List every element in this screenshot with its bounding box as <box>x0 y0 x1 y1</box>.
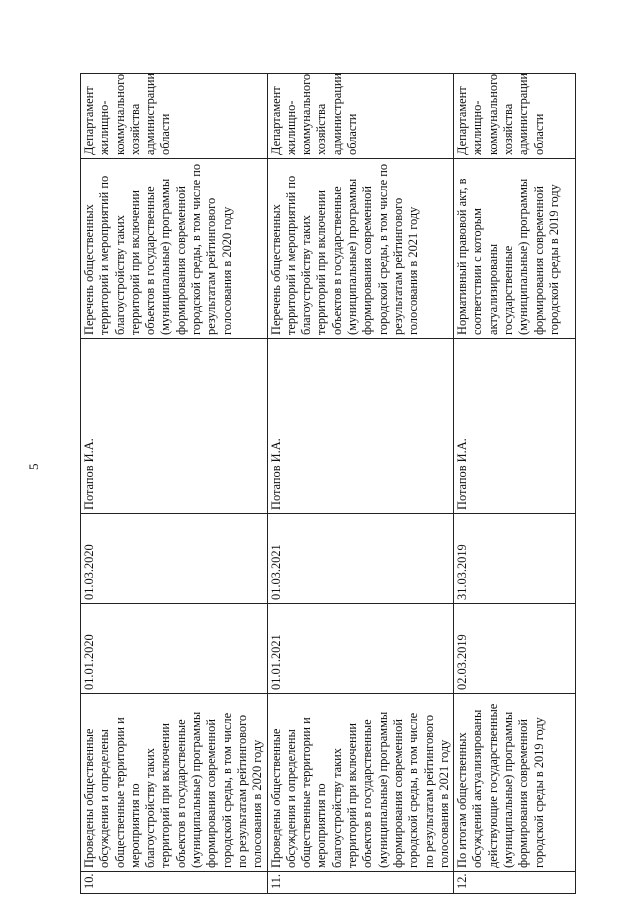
result-document: Нормативный правовой акт, в соответствии с которым актуализированы государственные (муниципальные) программы формирования современной городской среды в 2019 году <box>454 159 576 339</box>
event-description: По итогам общественных обсуждений актуализированы действующие государственные (муниципальные) программы формирования современной городской среды в 2019 году <box>454 694 576 872</box>
end-date: 31.03.2019 <box>454 514 576 604</box>
start-date: 01.01.2020 <box>81 604 268 694</box>
department: Департамент жилищно-коммунального хозяйства администрации области <box>267 74 454 159</box>
table-row <box>454 74 576 894</box>
responsible-person: Потапов И.А. <box>81 339 268 514</box>
events-table <box>80 73 576 894</box>
row-number: 11. <box>267 872 454 894</box>
end-date: 01.03.2020 <box>81 514 268 604</box>
department: Департамент жилищно-коммунального хозяйства администрации области <box>454 74 576 159</box>
start-date: 02.03.2019 <box>454 604 576 694</box>
table-row <box>81 74 268 894</box>
end-date: 01.03.2021 <box>267 514 454 604</box>
row-number: 10. <box>81 872 268 894</box>
start-date: 01.01.2021 <box>267 604 454 694</box>
result-document: Перечень общественных территорий и мероприятий по благоустройству таких территорий при включении объектов в государственные (муниципальные) программы формирования современной городской среды, в том числе по результатам рейтингового голосования в 2021 году <box>267 159 454 339</box>
rotated-table-container <box>80 72 561 894</box>
row-number: 12. <box>454 872 576 894</box>
event-description: Проведены общественные обсуждения и определены общественные территории и мероприятия по благоустройству таких территорий при включении объектов в государственные (муниципальные) программы формирования современной городской среды, в том числе по результатам рейтингового голосования в 2021 году <box>267 694 454 872</box>
table-row <box>267 74 454 894</box>
event-description: Проведены общественные обсуждения и определены общественные территории и мероприятия по благоустройству таких территорий при включении объектов в государственные (муниципальные) программы формирования современной городской среды, в том числе по результатам рейтингового голосования в 2020 году <box>81 694 268 872</box>
responsible-person: Потапов И.А. <box>454 339 576 514</box>
page-number: 5 <box>26 463 41 470</box>
result-document: Перечень общественных территорий и мероприятий по благоустройству таких территорий при включении объектов в государственные (муниципальные) программы формирования современной городской среды, в том числе по результатам рейтингового голосования в 2020 году <box>81 159 268 339</box>
department: Департамент жилищно-коммунального хозяйства администрации области <box>81 74 268 159</box>
responsible-person: Потапов И.А. <box>267 339 454 514</box>
